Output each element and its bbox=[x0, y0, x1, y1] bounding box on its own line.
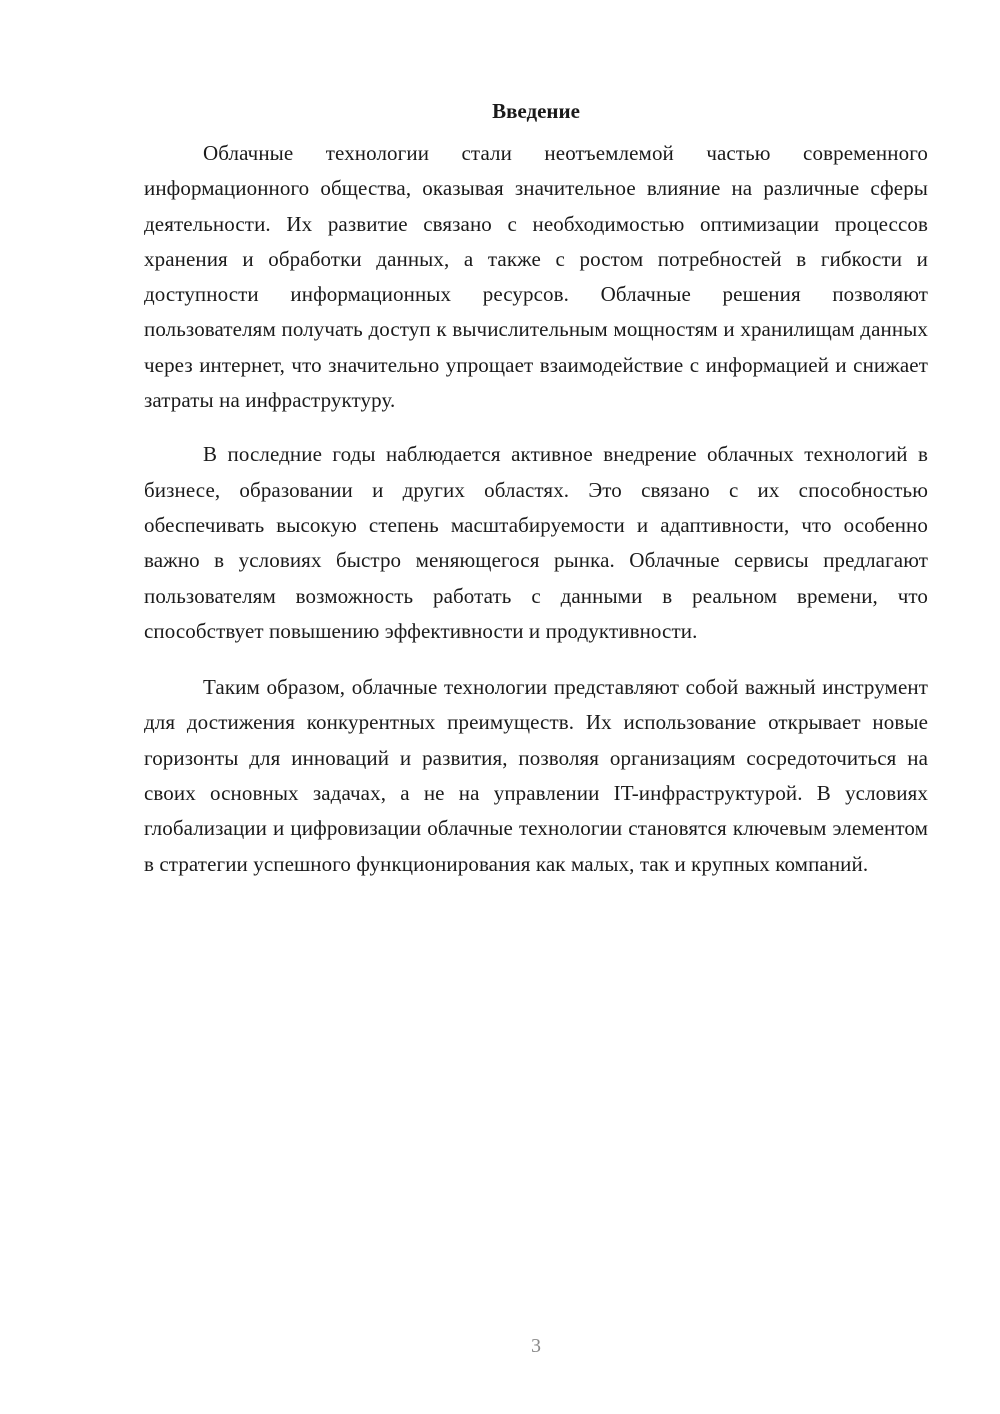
page-content bbox=[144, 96, 928, 882]
section-title: Введение bbox=[492, 99, 580, 123]
paragraph-2: В последние годы наблюдается активное внедрение облачных технологий в бизнесе, образовании и других областях. Это связано с их способностью обеспечивать высокую степень масштабируемости и адаптивности, что особенно важно в условиях быстро меняющегося рынка. Облачные сервисы предлагают пользователям возможность работать с данными в реальном времени, что способствует повышению эффективности и продуктивности. bbox=[144, 442, 928, 643]
paragraph-1: Облачные технологии стали неотъемлемой частью современного информационного общества, оказывая значительное влияние на различные сферы деятельности. Их развитие связано с необходимостью оптимизации процессов хранения и обработки данных, а также с ростом потребностей в гибкости и доступности информационных ресурсов. Облачные решения позволяют пользователям получать доступ к вычислительным мощностям и хранилищам данных через интернет, что значительно упрощает взаимодействие с информацией и снижает затраты на инфраструктуру. bbox=[144, 141, 928, 413]
page-number: 3 bbox=[531, 1335, 541, 1357]
paragraph-3: Таким образом, облачные технологии представляют собой важный инструмент для достижения конкурентных преимуществ. Их использование открывает новые горизонты для инноваций и развития, позволяя организациям сосредоточиться на своих основных задачах, а не на управлении IT-инфраструктурой. В условиях глобализации и цифровизации облачные технологии становятся ключевым элементом в стратегии успешного функционирования как малых, так и крупных компаний. bbox=[144, 675, 928, 876]
